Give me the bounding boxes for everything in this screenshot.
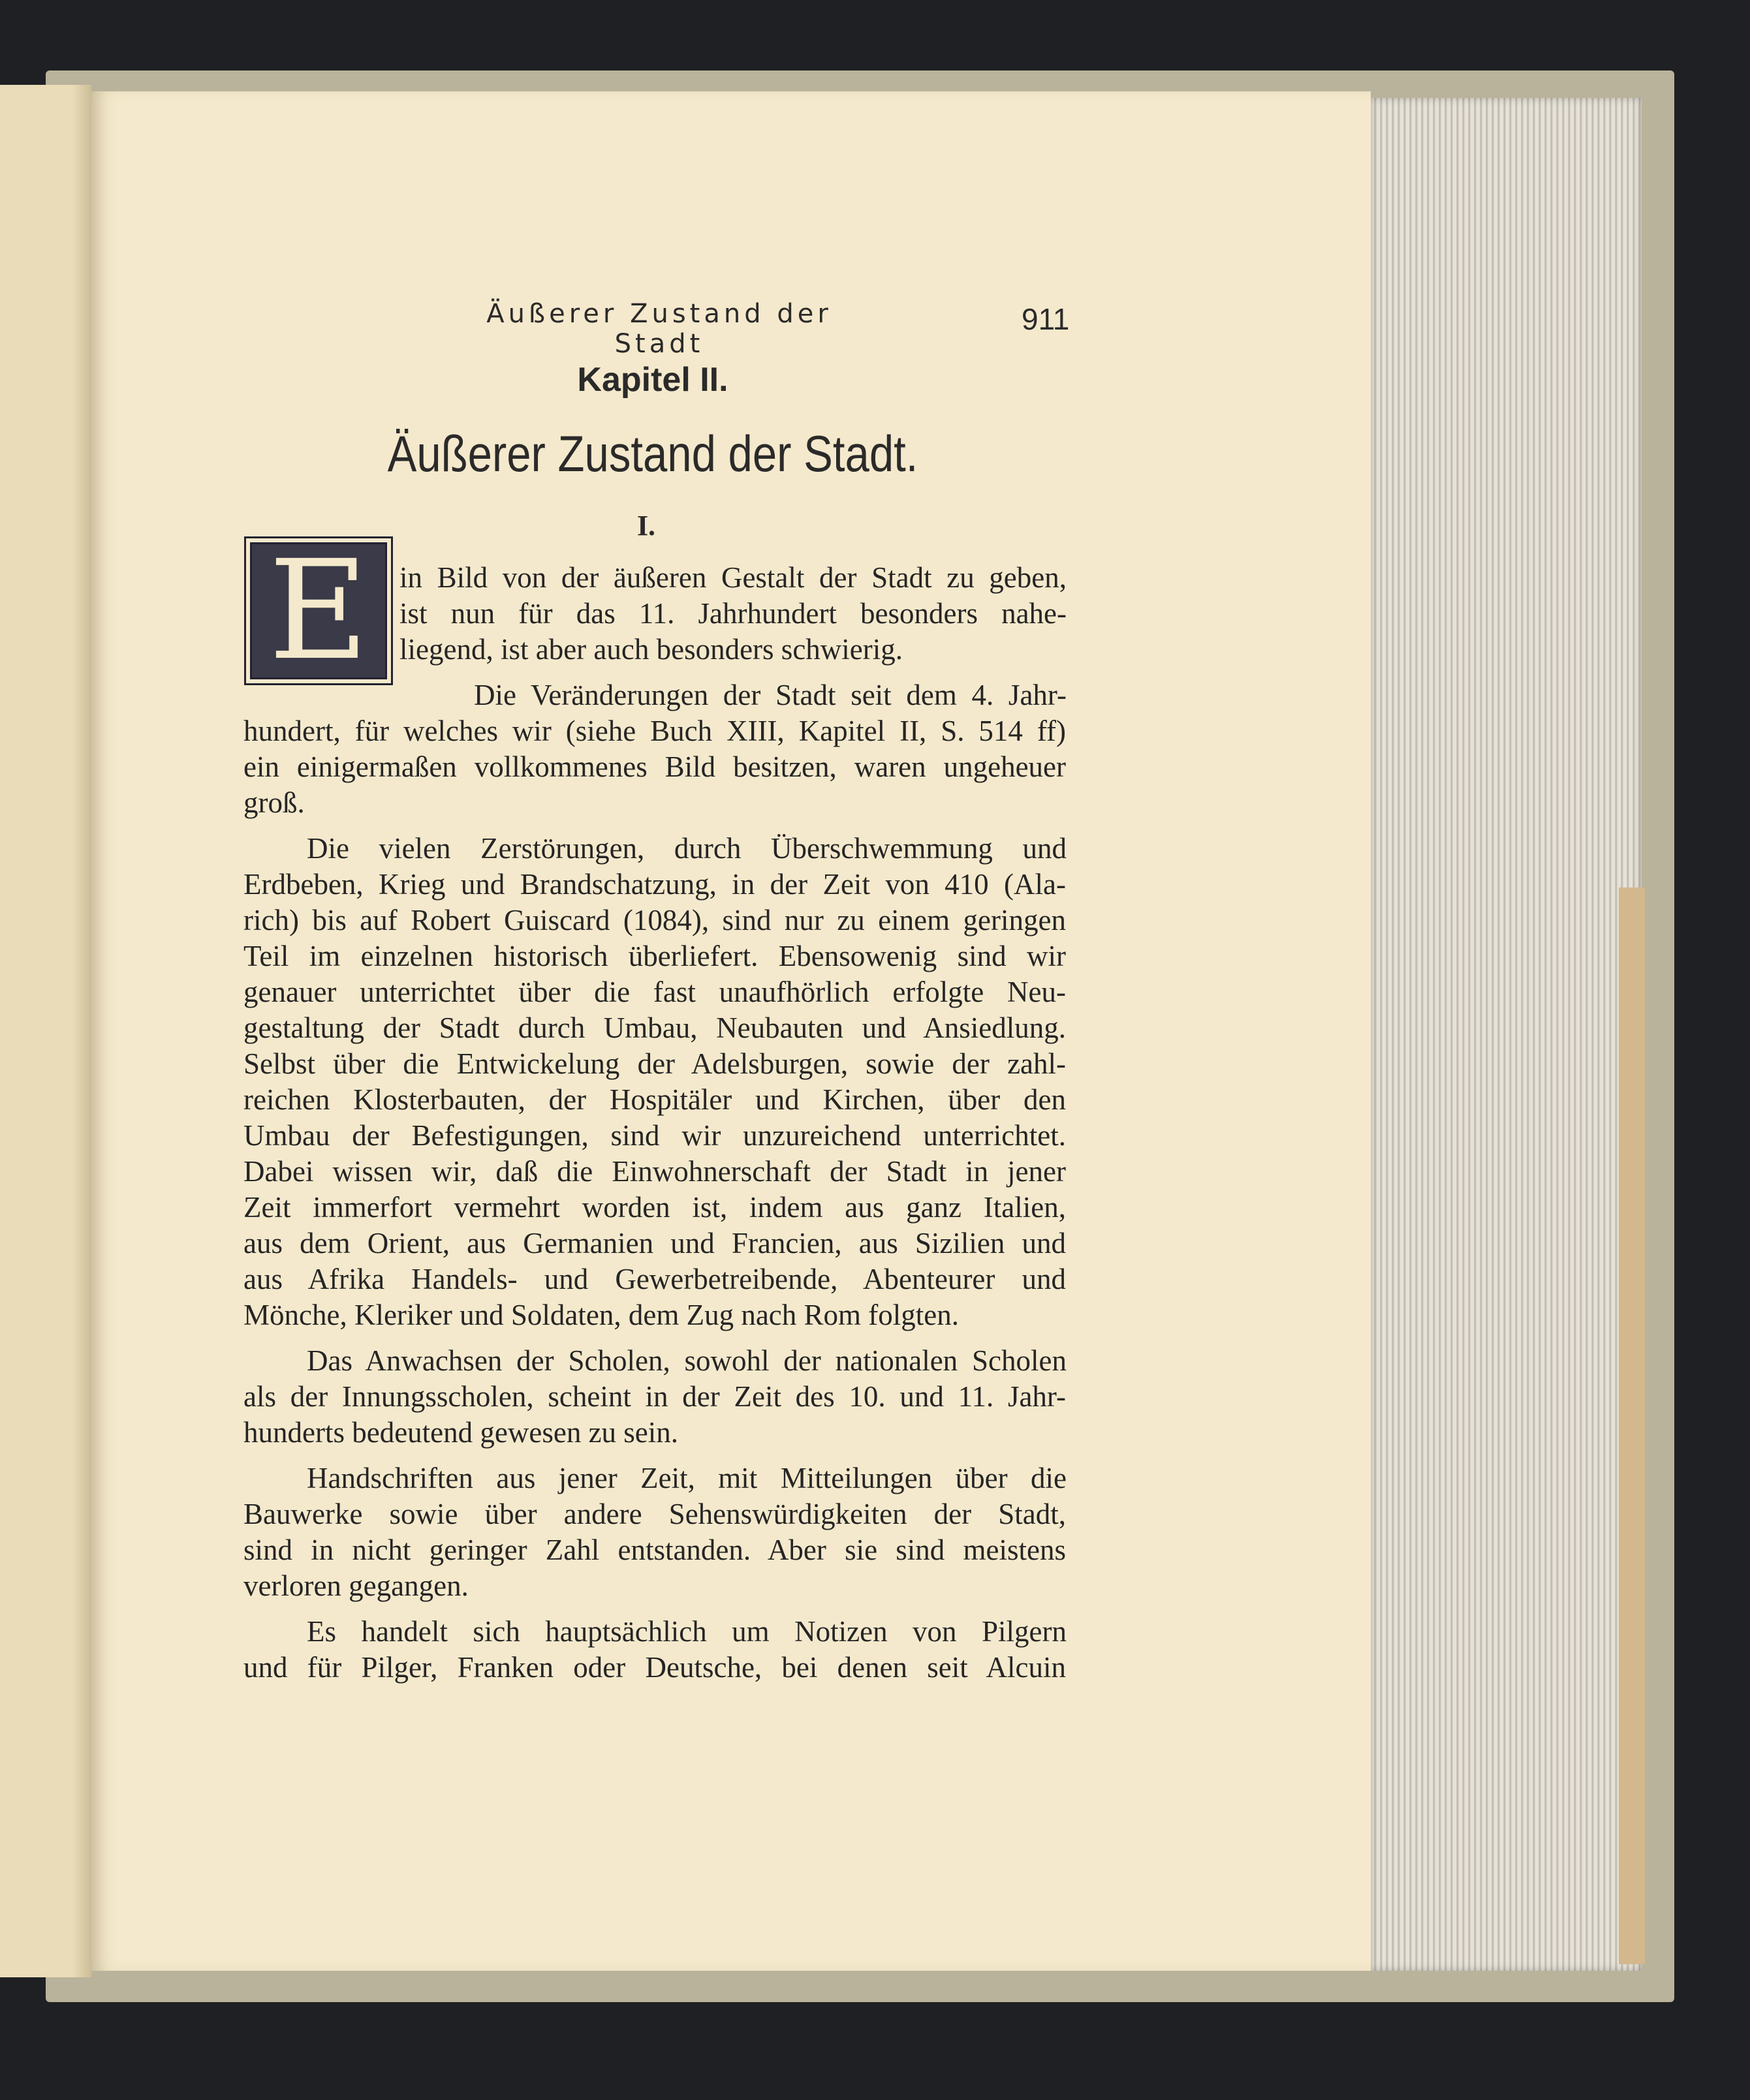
text-line: reichen Klosterbauten, der Hospitäler und Kirchen, über den: [243, 1083, 1066, 1116]
text-line: genauer unterrichtet über die fast unaufhörlich erfolgte Neu-: [243, 976, 1066, 1008]
text-line: gestaltung der Stadt durch Umbau, Neubauten und Ansiedlung.: [243, 1011, 1066, 1044]
text-line: liegend, ist aber auch besonders schwierig.: [399, 633, 903, 666]
text-line: und für Pilger, Franken oder Deutsche, bei denen seit Alcuin: [243, 1651, 1066, 1684]
text-line: Das Anwachsen der Scholen, sowohl der nationalen Scholen: [307, 1344, 1067, 1377]
spine-tab: [1619, 888, 1645, 1964]
text-line: groß.: [243, 786, 305, 819]
text-line: Erdbeben, Krieg und Brandschatzung, in der Zeit von 410 (Ala-: [243, 868, 1066, 901]
chapter-title: Äußerer Zustand der Stadt.: [387, 425, 918, 482]
text-line: Die vielen Zerstörungen, durch Überschwemmung und: [307, 832, 1067, 865]
text-line: hundert, für welches wir (siehe Buch XIII, Kapitel II, S. 514 ff): [243, 715, 1066, 747]
text-line: Handschriften aus jener Zeit, mit Mitteilungen über die: [307, 1462, 1067, 1494]
gutter-shadow: [73, 85, 91, 1977]
running-head: Äußerer Zustand der Stadt: [486, 299, 832, 359]
text-line: ist nun für das 11. Jahrhundert besonders nahe-: [399, 597, 1067, 630]
text-line: verloren gegangen.: [243, 1569, 469, 1602]
text-line: Zeit immerfort vermehrt worden ist, indem aus ganz Italien,: [243, 1191, 1066, 1224]
text-line: Selbst über die Entwickelung der Adelsburgen, sowie der zahl-: [243, 1047, 1066, 1080]
text-line: hunderts bedeutend gewesen zu sein.: [243, 1416, 679, 1449]
text-line: aus dem Orient, aus Germanien und Francien, aus Sizilien und: [243, 1227, 1066, 1259]
text-line: aus Afrika Handels- und Gewerbetreibende, Abenteurer und: [243, 1263, 1066, 1295]
text-line: Mönche, Kleriker und Soldaten, dem Zug nach Rom folgten.: [243, 1299, 959, 1331]
text-line: als der Innungsscholen, scheint in der Zeit des 10. und 11. Jahr-: [243, 1380, 1066, 1413]
page-block-edges: [1371, 98, 1642, 1971]
text-line: Die Veränderungen der Stadt seit dem 4. Jahr-: [474, 679, 1067, 711]
chapter-heading: Kapitel II.: [577, 361, 728, 399]
text-line: rich) bis auf Robert Guiscard (1084), sind nur zu einem geringen: [243, 904, 1066, 936]
text-line: sind in nicht geringer Zahl entstanden. Aber sie sind meistens: [243, 1534, 1066, 1566]
page-number: 911: [1022, 302, 1070, 336]
text-line: Teil im einzelnen historisch überliefert. Ebensowenig sind wir: [243, 940, 1066, 972]
decorated-initial: E: [244, 536, 393, 685]
text-line: ein einigermaßen vollkommenes Bild besitzen, waren ungeheuer: [243, 750, 1066, 783]
text-line: Dabei wissen wir, daß die Einwohnerschaft der Stadt in jener: [243, 1155, 1066, 1188]
text-line: Umbau der Befestigungen, sind wir unzureichend unterrichtet.: [243, 1119, 1066, 1152]
text-line: Bauwerke sowie über andere Sehenswürdigkeiten der Stadt,: [243, 1498, 1066, 1530]
section-number: I.: [636, 510, 656, 542]
text-line: Es handelt sich hauptsächlich um Notizen von Pilgern: [307, 1615, 1067, 1648]
text-line: in Bild von der äußeren Gestalt der Stadt zu geben,: [399, 561, 1067, 594]
